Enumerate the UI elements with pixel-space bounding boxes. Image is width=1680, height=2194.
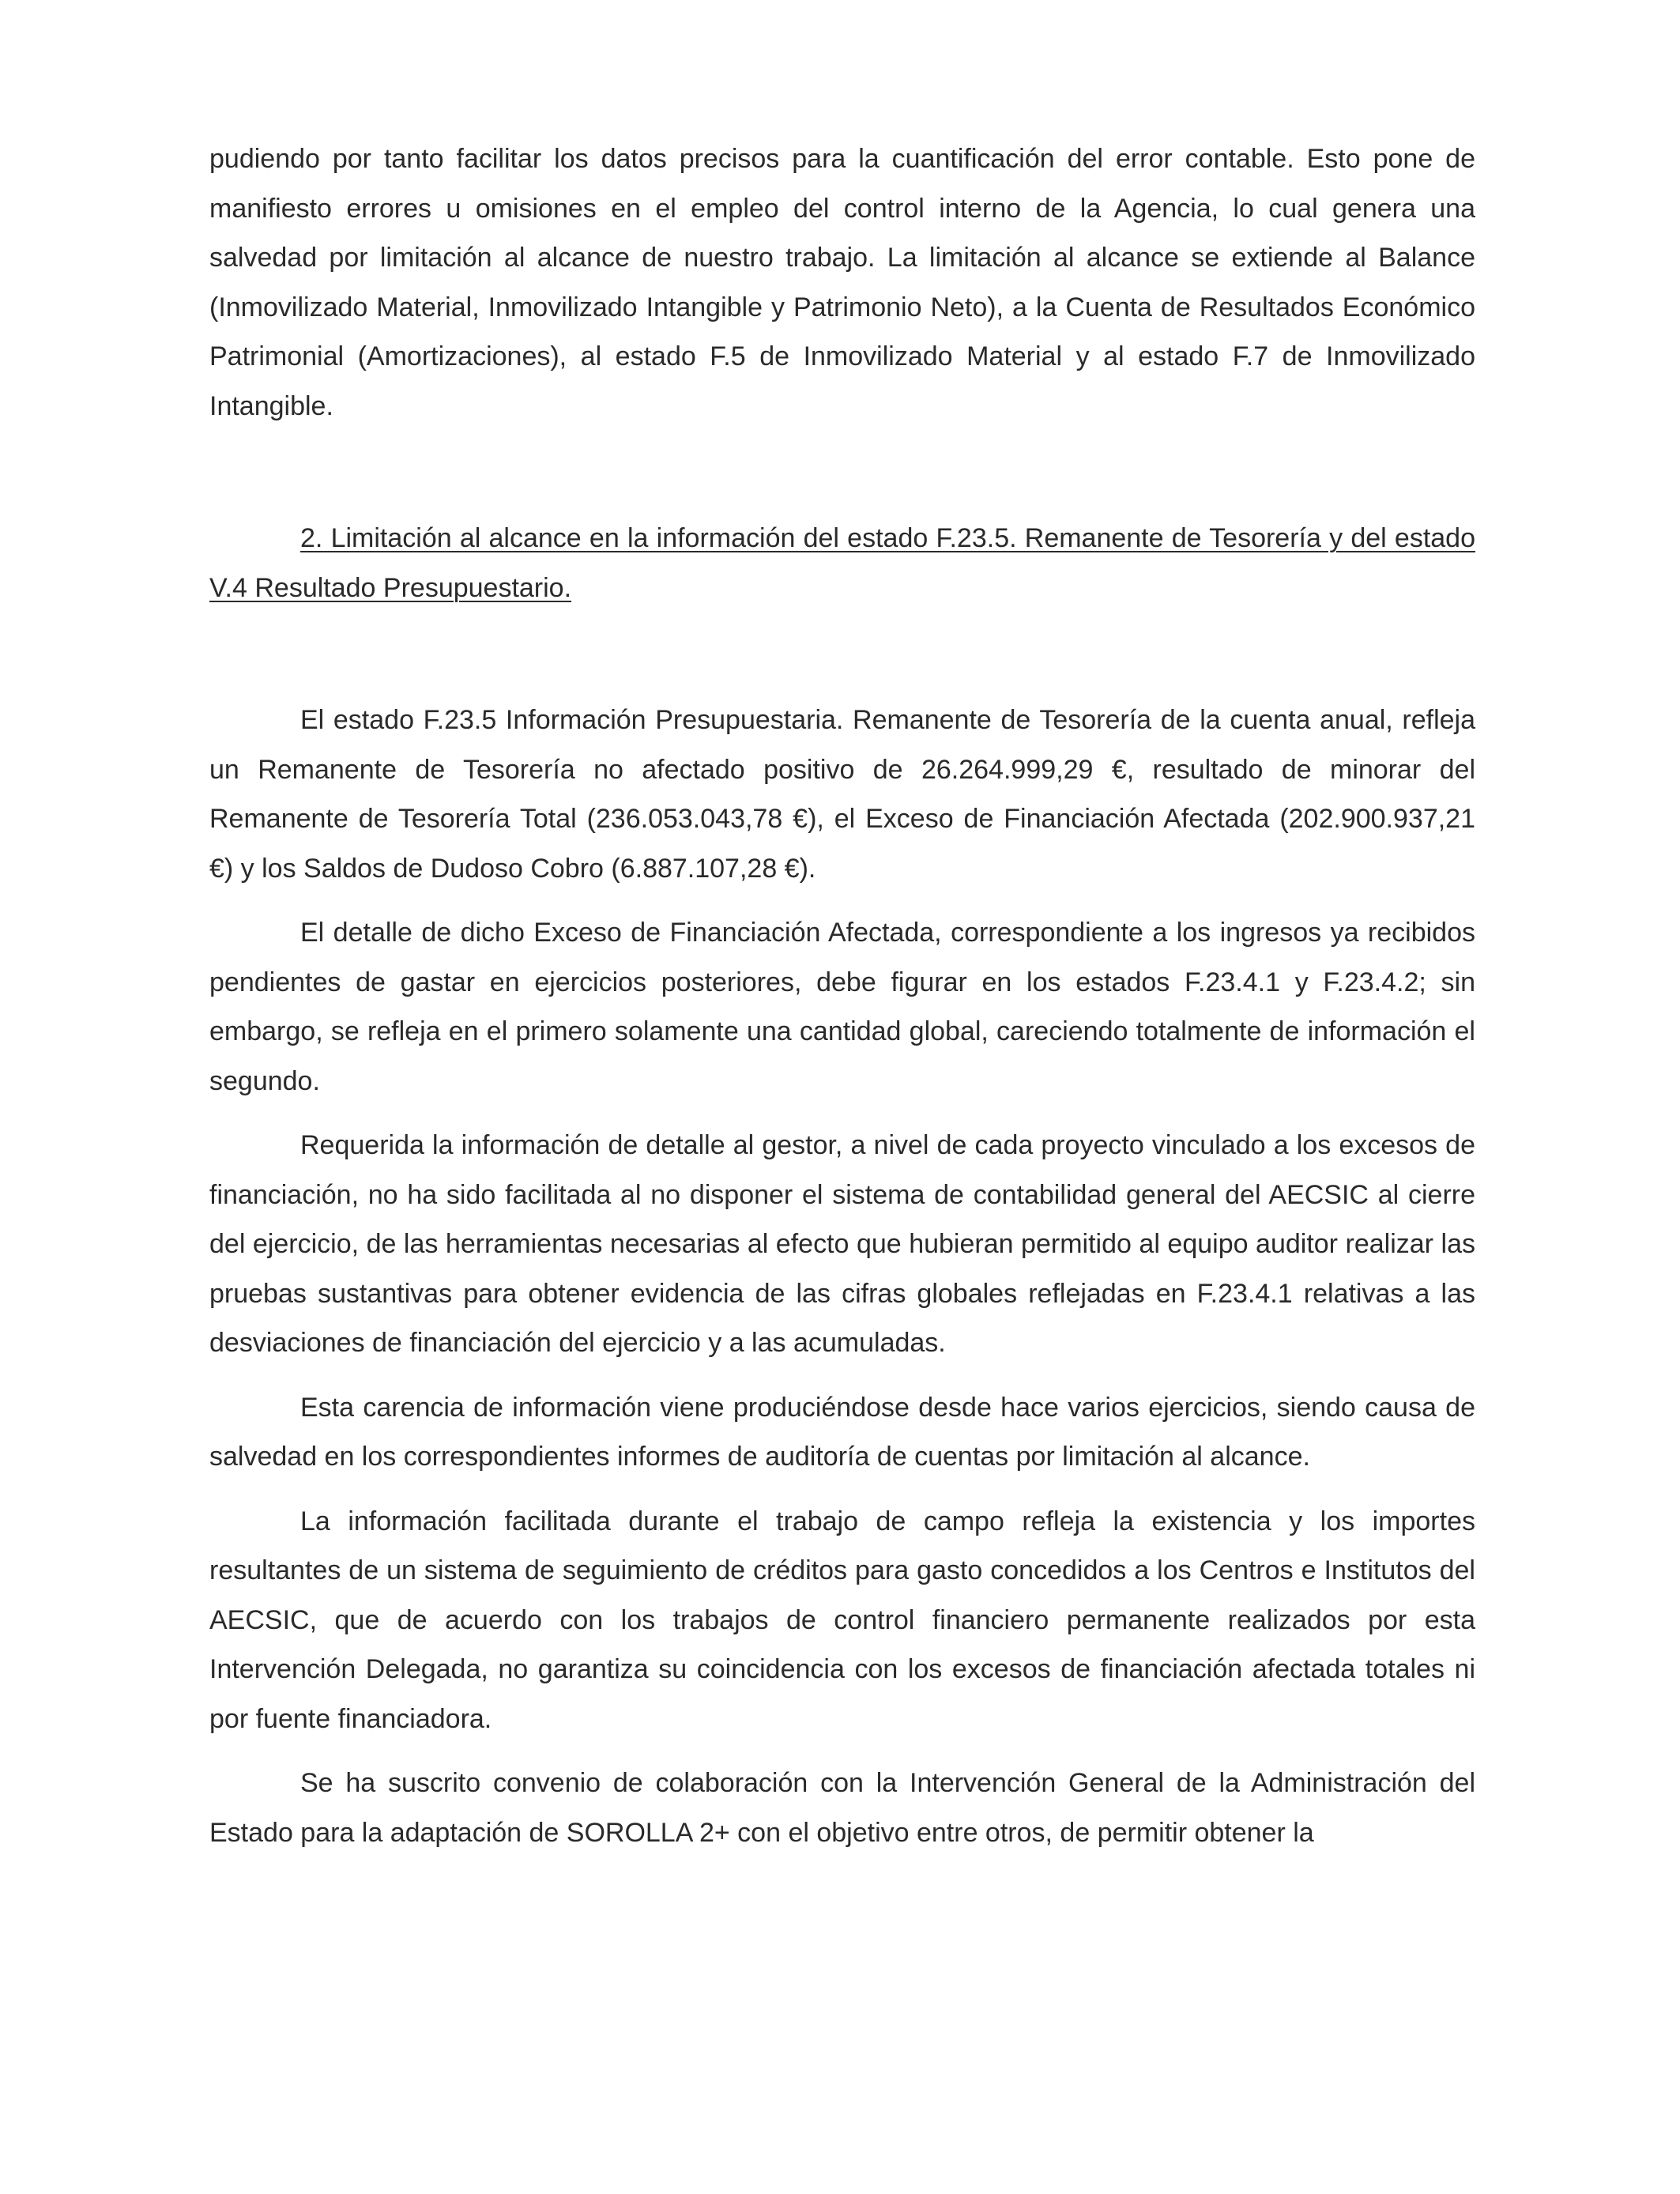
- paragraph-intro: pudiendo por tanto facilitar los datos precisos para la cuantificación del error contable. Esto pone de manifiesto errores u omisiones en el empleo del control interno de la Agencia, lo cual genera una salvedad por limitación al alcance de nuestro trabajo. La limitación al alcance se extiende al Balance (Inmovilizado Material, Inmovilizado Intangible y Patrimonio Neto), a la Cuenta de Resultados Económico Patrimonial (Amortizaciones), al estado F.5 de Inmovilizado Material y al estado F.7 de Inmovilizado Intangible.: [209, 144, 1475, 421]
- document-page: [209, 134, 1475, 1872]
- paragraph: El detalle de dicho Exceso de Financiación Afectada, correspondiente a los ingresos ya recibidos pendientes de gastar en ejercicios posteriores, debe figurar en los estados F.23.4.1 y F.23.4.2; sin embargo, se refleja en el primero solamente una cantidad global, careciendo totalmente de información el segundo.: [209, 918, 1475, 1096]
- section-heading: 2. Limitación al alcance en la información del estado F.23.5. Remanente de Tesorería y del estado V.4 Resultado Presupuestario.: [209, 523, 1475, 603]
- paragraph: Se ha suscrito convenio de colaboración con la Intervención General de la Administración del Estado para la adaptación de SOROLLA 2+ con el objetivo entre otros, de permitir obtener la: [209, 1768, 1475, 1848]
- paragraph: Esta carencia de información viene produciéndose desde hace varios ejercicios, siendo causa de salvedad en los correspondientes informes de auditoría de cuentas por limitación al alcance.: [209, 1392, 1475, 1472]
- paragraph: El estado F.23.5 Información Presupuestaria. Remanente de Tesorería de la cuenta anual, refleja un Remanente de Tesorería no afectado positivo de 26.264.999,29 €, resultado de minorar del Remanente de Tesorería Total (236.053.043,78 €), el Exceso de Financiación Afectada (202.900.937,21 €) y los Saldos de Dudoso Cobro (6.887.107,28 €).: [209, 705, 1475, 884]
- paragraph: La información facilitada durante el trabajo de campo refleja la existencia y los importes resultantes de un sistema de seguimiento de créditos para gasto concedidos a los Centros e Institutos del AECSIC, que de acuerdo con los trabajos de control financiero permanente realizados por esta Intervención Delegada, no garantiza su coincidencia con los excesos de financiación afectada totales ni por fuente financiadora.: [209, 1506, 1475, 1734]
- paragraph: Requerida la información de detalle al gestor, a nivel de cada proyecto vinculado a los excesos de financiación, no ha sido facilitada al no disponer el sistema de contabilidad general del AECSIC al cierre del ejercicio, de las herramientas necesarias al efecto que hubieran permitido al equipo auditor realizar las pruebas sustantivas para obtener evidencia de las cifras globales reflejadas en F.23.4.1 relativas a las desviaciones de financiación del ejercicio y a las acumuladas.: [209, 1130, 1475, 1358]
